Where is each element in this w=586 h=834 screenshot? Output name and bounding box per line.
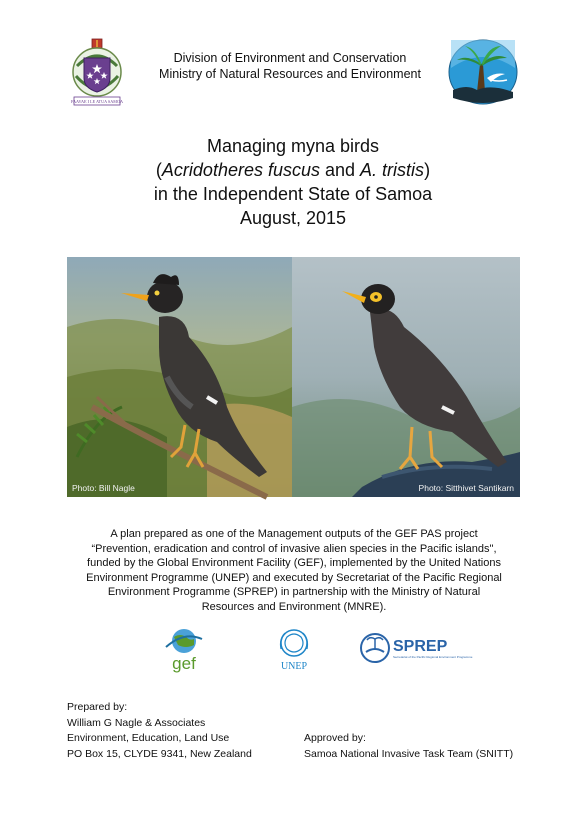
approver-name: Samoa National Invasive Task Team (SNITT) — [304, 747, 514, 760]
gef-wordmark: gef — [172, 654, 196, 673]
photo-credit-left: Photo: Bill Nagle — [72, 483, 135, 493]
description-line: A plan prepared as one of the Management outputs of the GEF PAS project — [110, 528, 478, 540]
unep-wordmark: UNEP — [280, 661, 308, 672]
title-line-3: in the Independent State of Samoa — [153, 184, 433, 204]
environment-division-logo — [447, 38, 519, 106]
approved-by-label: Approved by: — [304, 732, 366, 744]
title-line-1: Managing myna birds — [206, 136, 380, 156]
approved-by-block — [304, 731, 513, 762]
jungle-myna-photo — [67, 257, 292, 497]
description-line: Environment Programme (SPREP) in partnership with the Ministry of Natural — [107, 586, 481, 599]
prepared-by-block — [67, 700, 252, 762]
paren-close: ) — [424, 160, 431, 180]
photo-credit-right: Photo: Sitthivet Santikarn — [418, 483, 514, 493]
title-date: August, 2015 — [239, 208, 347, 228]
preparer-specialty: Environment, Education, Land Use — [67, 732, 230, 744]
common-myna-photo — [292, 257, 520, 497]
sprep-logo — [360, 632, 473, 664]
description-line: “Prevention, eradication and control of invasive alien species in the Pacific islands", — [91, 542, 497, 555]
description-line: Environment Programme (UNEP) and executed by Secretariat of the Pacific Regional — [86, 571, 502, 584]
species-name-2: A. tristis — [360, 160, 425, 180]
preparer-address: PO Box 15, CLYDE 9341, New Zealand — [67, 747, 252, 760]
and-word: and — [320, 160, 361, 180]
seal-motto-banner: FAAVAE I LE ATUA SAMOA — [70, 99, 124, 104]
description-line: funded by the Global Environment Facility (GEF), implemented by the United Nations — [87, 557, 501, 570]
paren-open: ( — [155, 160, 162, 180]
preparer-name: William G Nagle & Associates — [67, 716, 206, 729]
ministry-heading: Ministry of Natural Resources and Environment — [159, 67, 421, 81]
project-description — [68, 527, 520, 615]
sprep-wordmark: SPREP — [393, 638, 448, 655]
unep-logo — [273, 627, 315, 671]
sprep-subtitle: Secretariat of the Pacific Regional Environment Programme — [393, 655, 473, 659]
prepared-by-label: Prepared by: — [67, 701, 128, 713]
description-line: Resources and Environment (MNRE). — [201, 600, 387, 613]
division-heading: Division of Environment and Conservation — [173, 51, 407, 65]
gef-logo — [160, 627, 206, 673]
title-line-2-species — [60, 158, 526, 182]
species-name-1: Acridotheres fuscus — [161, 160, 320, 180]
samoa-coat-of-arms-logo — [64, 38, 130, 108]
